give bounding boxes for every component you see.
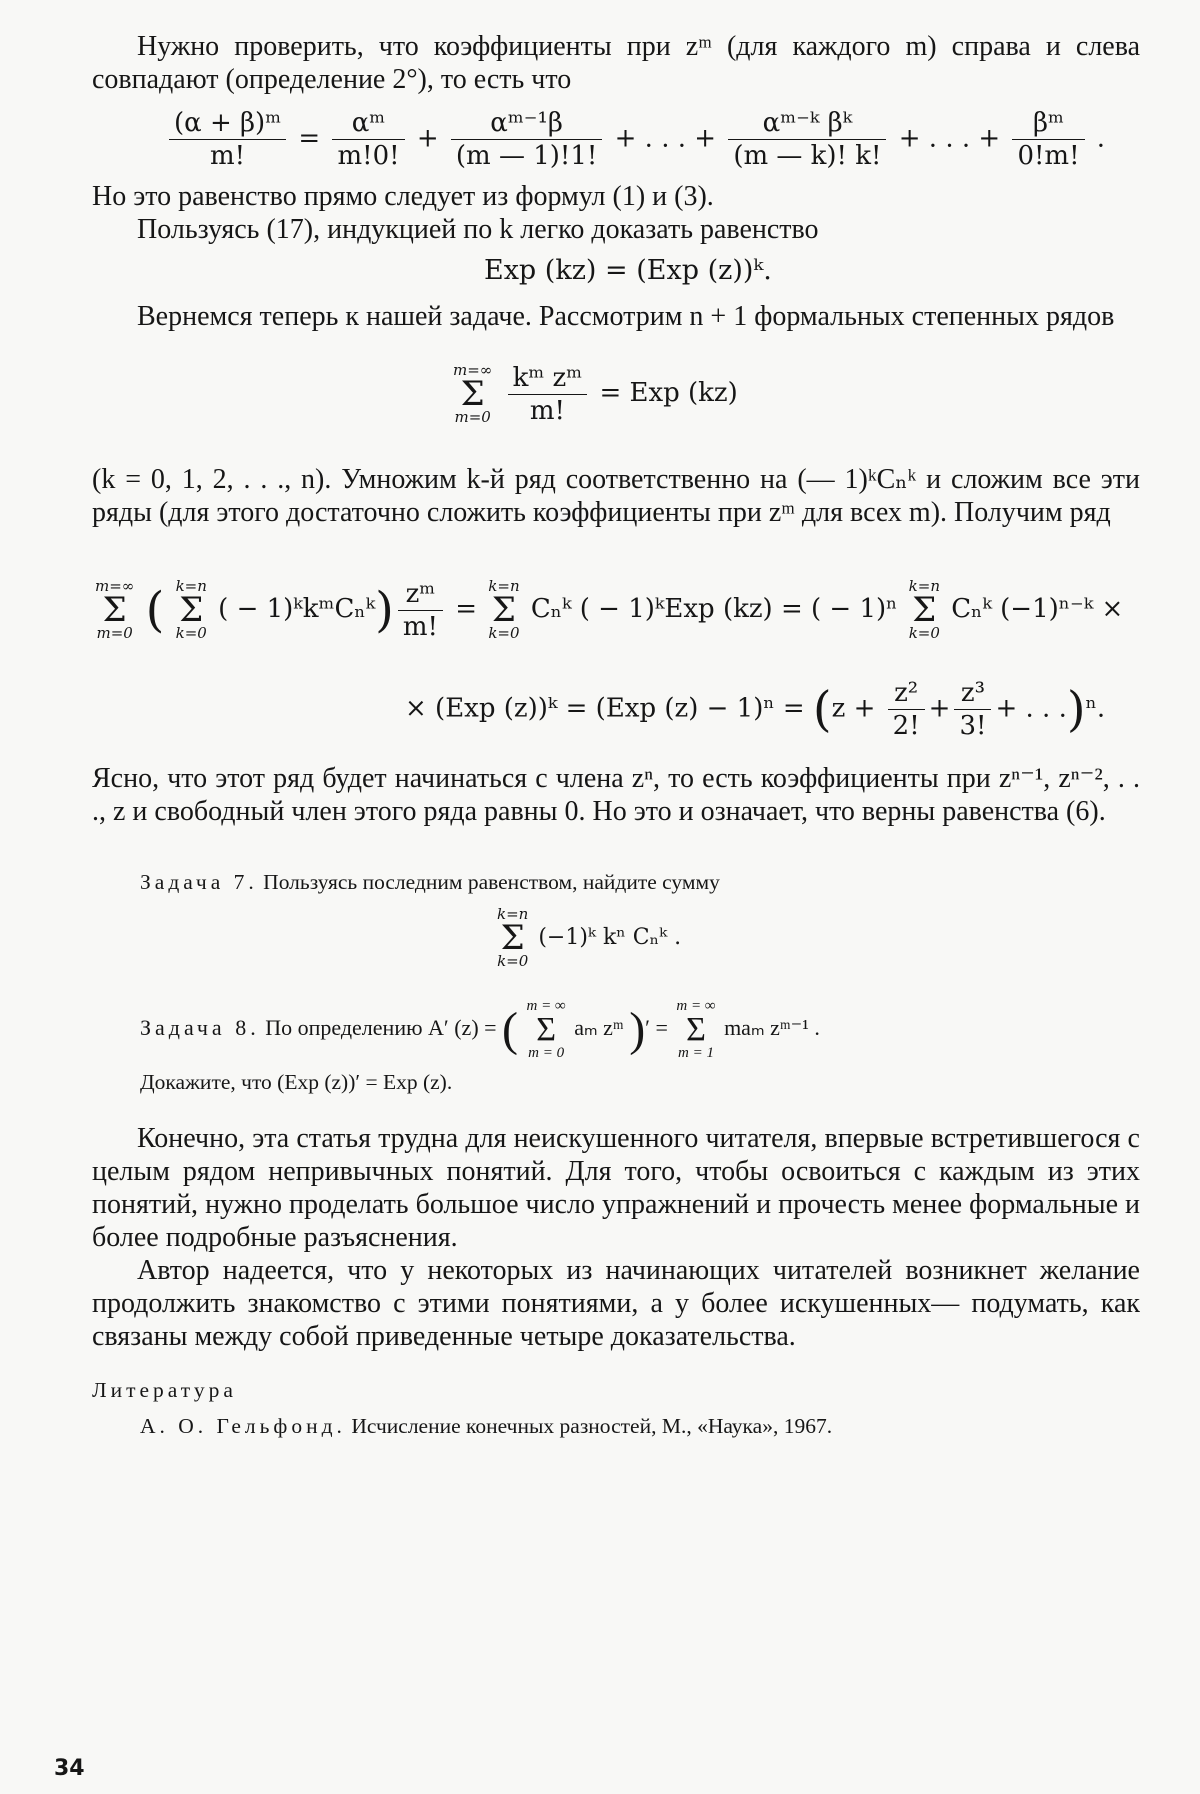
paragraph: Ясно, что этот ряд будет начинаться с члена zⁿ, то есть коэффициенты при zⁿ⁻¹, zⁿ⁻², . . ., z и свободный член этого ряда равны 0. Но это и означает, что верны равенства (6). [92, 763, 1140, 827]
problem-8: Задача 8. По определению A′ (z) = ( m = ∞ Σ m = 0 aₘ zᵐ )′ = m = ∞ Σ m = 1 maₘ zᵐ⁻¹ . [140, 998, 820, 1061]
page-number: 34 [54, 1756, 85, 1781]
sum-symbol: m=∞ Σ m=0 [95, 577, 135, 642]
sum-symbol: k=n Σ k=0 [488, 577, 520, 642]
sum-symbol: k=n Σ k=0 [908, 577, 940, 642]
formula-double-sum-line2: × (Exp (z))ᵏ = (Exp (z) − 1)ⁿ = (z + $\frac{\text{z²}}{2!}$ + $\frac{\text{z³}}{3!}$ + . . .)ⁿ. [405, 678, 1106, 741]
paragraph: Вернемся теперь к нашей задаче. Рассмотрим n + 1 формальных степенных рядов [137, 301, 1115, 332]
problem-7: Задача 7. Пользуясь последним равенством, найдите сумму [140, 870, 720, 894]
literature-heading: Литература [92, 1378, 237, 1402]
reference-author: А. О. Гельфонд. [140, 1414, 346, 1438]
sum-symbol: m=∞ Σ m=0 [453, 361, 493, 426]
fraction: $\frac{\text{zᵐ}}{m!}$ [398, 579, 443, 642]
problem-label: Задача 7. [140, 870, 258, 894]
intro-paragraph: Нужно проверить, что коэффициенты при zᵐ (для каждого m) справа и слева совпадают (определение 2°), то есть что [92, 31, 1140, 95]
fraction: $\frac{\text{αᵐ⁻ᵏ βᵏ}}{(m — k)! k!}$ [728, 108, 886, 171]
conclusion-paragraph: Автор надеется, что у некоторых из начинающих читателей возникнет желание продолжить знакомство с этими понятиями, а у более искушенных— подумать, как связаны между собой приведенные четыре доказательства. [92, 1255, 1140, 1352]
sum-symbol: m = ∞ Σ m = 1 [676, 998, 716, 1061]
fraction: $\frac{\text{z³}}{3!}$ [954, 678, 991, 741]
problem-8-task: Докажите, что (Exp (z))′ = Exp (z). [140, 1070, 453, 1094]
fraction: $\frac{\text{αᵐ⁻¹β}}{(m — 1)!1!}$ [451, 108, 602, 171]
formula-problem-7: k=n Σ k=0 (−1)ᵏ kⁿ Cₙᵏ . [497, 905, 682, 970]
formula-series: m=∞ Σ m=0 $\frac{\text{kᵐ zᵐ}}{m!}$ = Exp (kz) [453, 361, 738, 426]
paragraph: (k = 0, 1, 2, . . ., n). Умножим k-й ряд соответственно на (— 1)ᵏCₙᵏ и сложим все эти ряды (для этого достаточно сложить коэффициенты при zᵐ для всех m). Получим ряд [92, 464, 1140, 528]
formula-double-sum-line1: m=∞ Σ m=0 ( k=n Σ k=0 ( − 1)ᵏkᵐCₙᵏ) $\frac{\text{zᵐ}}{m!}$ = k=n Σ k=0 Cₙᵏ ( − 1)ᵏExp (kz) = ( − 1)ⁿ k=n Σ k=0 Cₙᵏ (−1)ⁿ⁻ᵏ × [95, 577, 1124, 642]
conclusion-paragraph: Конечно, эта статья трудна для неискушенного читателя, впервые встретившегося с целым рядом непривычных понятий. Для того, чтобы освоиться с каждым из этих понятий, нужно проделать большое число упражнений и прочесть менее формальные и более подробные разъяснения. [92, 1123, 1140, 1253]
fraction: $\frac{\text{αᵐ}}{m!0!}$ [332, 108, 404, 171]
paragraph: Но это равенство прямо следует из формул (1) и (3). [92, 181, 714, 212]
reference-entry [140, 1412, 1140, 1440]
problem-label: Задача 8. [140, 1015, 260, 1041]
formula-exp-power: Exp (kz) = (Exp (z))ᵏ. [484, 255, 772, 286]
sum-symbol: m = ∞ Σ m = 0 [526, 998, 566, 1061]
sum-symbol: k=n Σ k=0 [175, 577, 207, 642]
sum-symbol: k=n Σ k=0 [497, 905, 529, 970]
paragraph: Пользуясь (17), индукцией по k легко доказать равенство [137, 214, 819, 245]
fraction: $\frac{\text{(α + β)ᵐ}}{m!}$ [169, 108, 286, 171]
fraction: $\frac{\text{βᵐ}}{0!m!}$ [1012, 108, 1084, 171]
fraction: $\frac{\text{z²}}{2!}$ [888, 678, 925, 741]
fraction: $\frac{\text{kᵐ zᵐ}}{m!}$ [508, 363, 588, 426]
reference-title: Исчисление конечных разностей, М., «Наука», 1967. [351, 1414, 833, 1438]
formula-binomial: $\frac{\text{(α + β)ᵐ}}{m!}$ = $\frac{\text{αᵐ}}{m!0!}$ + $\frac{\text{αᵐ⁻¹β}}{(m — 1)!1!}$ + . . . + $\frac{\text{αᵐ⁻ᵏ βᵏ}}{(m — k)! k!}$ + . . . + $\frac{\text{βᵐ}}{0!m!}$ . [165, 108, 1105, 171]
